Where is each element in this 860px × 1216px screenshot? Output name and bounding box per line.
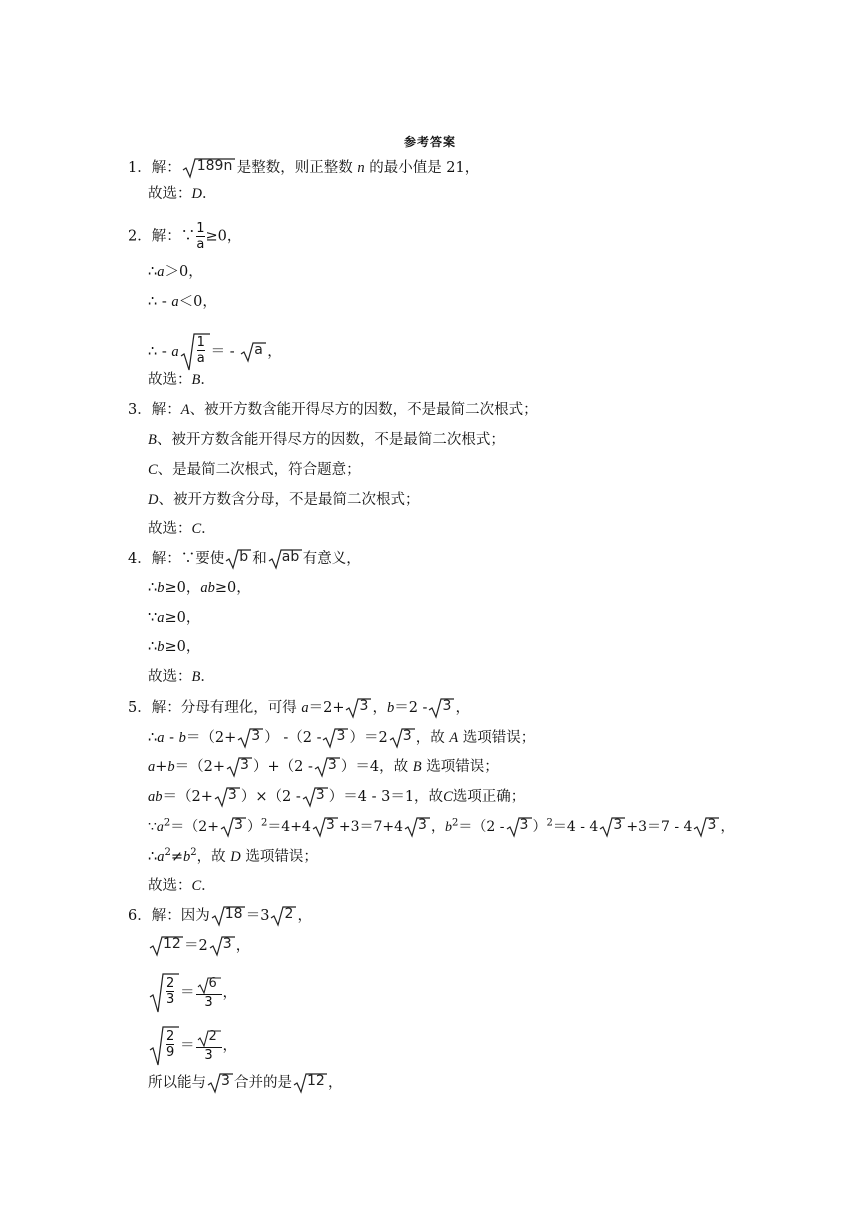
sqrt-189n	[182, 157, 236, 179]
sqrt-3	[237, 727, 263, 749]
q1-number: 1．	[128, 160, 152, 176]
radicand: ab	[281, 549, 300, 565]
answer-label: 故选：	[148, 878, 192, 894]
q3-line1	[128, 400, 538, 420]
q5-text: ，故	[415, 730, 445, 746]
var-a: a	[171, 344, 179, 360]
answer-label: 故选：	[148, 669, 192, 685]
period: ．	[200, 669, 215, 685]
q5-text: ）＝2	[349, 730, 388, 746]
q5-text: ＝2 -	[394, 700, 428, 716]
q1-text: 解：	[151, 160, 181, 176]
answer-choice: C	[191, 521, 202, 537]
q5-text: ＝2+	[308, 700, 345, 716]
q5-line5	[148, 816, 734, 836]
q5-line2	[148, 727, 535, 747]
radicand: 3	[325, 817, 335, 833]
var-b: b	[386, 700, 395, 716]
q5-text: ＝4 - 4	[552, 819, 599, 835]
superscript: 2	[452, 817, 459, 829]
var-b: b	[178, 730, 186, 746]
denominator: 3	[204, 1048, 213, 1063]
radicand: 3	[221, 1073, 230, 1089]
q4-text: ≥0，	[164, 580, 201, 596]
radicand: 3	[707, 817, 717, 833]
radicand: 3	[519, 817, 529, 833]
radicand: b	[239, 549, 249, 565]
radicand: 3	[418, 817, 427, 833]
q3-text: 、被开方数含能开得尽方的因数，不是最简二次根式；	[156, 432, 505, 448]
q5-text: ，	[372, 700, 387, 716]
q5-text: ＝（2+	[185, 730, 237, 746]
q4-line4	[148, 637, 200, 657]
not-equal: ≠	[170, 849, 184, 865]
sqrt-2	[270, 905, 296, 927]
equals: ＝	[180, 985, 195, 1001]
q3-text: 解：	[151, 402, 181, 418]
sqrt-3	[693, 816, 719, 838]
q5-line6	[148, 847, 318, 867]
sqrt-2	[197, 1029, 221, 1047]
sqrt-12	[293, 1072, 327, 1094]
q4-line2	[148, 578, 251, 598]
radicand: 12	[163, 936, 181, 952]
var-n: n	[357, 160, 365, 176]
q3-text: 、被开方数含分母，不是最简二次根式；	[158, 492, 420, 508]
q5-text: ）＝4 - 3＝1，故	[328, 789, 444, 805]
q6-text: ，	[222, 1038, 237, 1054]
q6-text: 解：因为	[151, 908, 210, 924]
q2-line5	[148, 370, 215, 390]
q3-text: 、被开方数含能开得尽方的因数，不是最简二次根式；	[189, 402, 538, 418]
therefore-sign: ∴	[148, 580, 158, 596]
q1-line1	[128, 157, 479, 177]
denominator: a	[196, 351, 205, 366]
var-b: b	[157, 580, 165, 596]
q5-line1	[128, 697, 470, 717]
q3-line2	[148, 430, 505, 450]
answer-choice: C	[191, 878, 202, 894]
numerator: 2	[166, 1029, 175, 1044]
q5-text: ）	[532, 819, 547, 835]
sqrt-12	[149, 935, 183, 957]
sqrt-3	[404, 816, 430, 838]
q6-text: ，	[235, 938, 251, 954]
q4-line5	[148, 667, 215, 687]
radicand: 3	[336, 728, 346, 744]
numerator: 2	[166, 976, 175, 991]
q2-text: ，	[267, 344, 282, 360]
var-b: b	[445, 820, 453, 835]
q5-text: ，	[720, 819, 735, 835]
q3-number: 3．	[128, 402, 152, 418]
answer-choice: B	[191, 669, 201, 685]
var-b: b	[157, 639, 165, 655]
radicand: 3	[613, 817, 623, 833]
numerator: 1	[196, 221, 205, 236]
q4-text: 有意义，	[302, 551, 361, 567]
period: ．	[201, 878, 216, 894]
q5-line4	[148, 786, 525, 806]
q2-line4	[148, 332, 282, 366]
answer-choice: B	[191, 372, 201, 388]
q5-text: ＝（2 -	[458, 819, 505, 835]
q5-line3	[148, 756, 499, 776]
superscript: 2	[190, 847, 197, 859]
sqrt-3	[428, 697, 454, 719]
q5-text: ）×（2 -	[240, 789, 301, 805]
sqrt-18	[211, 905, 245, 927]
inner-fraction	[166, 1029, 174, 1060]
q6-line2	[148, 935, 250, 955]
q1-text: 的最小值是 21，	[369, 160, 480, 176]
radicand: 3	[240, 757, 249, 773]
q6-text: ，	[297, 908, 312, 924]
q5-text: +3＝7 - 4	[626, 819, 693, 835]
q4-text: 和	[252, 551, 267, 567]
radicand: 3	[327, 757, 337, 773]
sqrt-3	[506, 816, 532, 838]
radicand: a	[254, 342, 263, 358]
q1-line2	[148, 184, 216, 204]
q5-text: 选项错误；	[462, 730, 536, 746]
because-sign: ∵	[148, 819, 157, 835]
var-a: a	[301, 700, 309, 716]
q5-text: ） -（2 -	[264, 730, 322, 746]
period: ．	[200, 372, 215, 388]
q6-number: 6．	[128, 908, 152, 924]
q4-text: 解：∵要使	[151, 551, 225, 567]
sqrt-3	[220, 816, 246, 838]
option-c: C	[443, 789, 453, 805]
q6-line5	[148, 1072, 343, 1092]
option-c: C	[148, 462, 158, 478]
q6-line1	[128, 905, 312, 925]
answer-label: 故选：	[148, 186, 192, 202]
page-title: 参考答案	[403, 135, 456, 149]
answer-label: 故选：	[148, 521, 192, 537]
q2-line1	[128, 221, 242, 252]
equals: ＝	[180, 1038, 195, 1054]
sqrt-ab	[268, 548, 302, 570]
var-b: b	[167, 759, 175, 775]
therefore-sign: ∴	[148, 264, 158, 280]
radicand: 2	[208, 1029, 217, 1044]
sqrt-3	[226, 756, 252, 778]
option-a: A	[180, 402, 190, 418]
q6-text: ＝3	[245, 908, 270, 924]
numerator: 1	[196, 335, 205, 350]
radicand: 3	[315, 787, 325, 803]
q5-text: ＝（2+	[170, 819, 219, 835]
superscript: 2	[163, 817, 171, 829]
therefore-sign: ∴	[148, 849, 158, 865]
radicand: 189n	[196, 158, 233, 174]
var-a: a	[157, 730, 165, 746]
sqrt-2-over-3	[149, 972, 179, 1014]
var-a: a	[157, 610, 165, 626]
q2-text: ＜0，	[178, 294, 217, 310]
q5-line7	[148, 876, 216, 896]
q5-text: ＝4+4	[267, 819, 311, 835]
therefore-sign: ∴	[148, 639, 158, 655]
option-a: A	[449, 730, 459, 746]
q5-text: ）+（2 -	[253, 759, 313, 775]
var-a: a	[157, 849, 165, 865]
option-d: D	[148, 492, 159, 508]
q4-line3	[148, 608, 200, 628]
var-a: a	[156, 820, 164, 835]
option-d: D	[230, 849, 241, 865]
var-ab: ab	[200, 580, 215, 596]
q5-text: +3＝7+4	[338, 819, 404, 835]
q3-line3	[148, 460, 361, 480]
therefore-sign: ∴ -	[148, 294, 167, 310]
radicand: 2	[284, 906, 294, 922]
q2-text: ＝ -	[210, 344, 235, 360]
q5-text: ＝（2+	[162, 789, 213, 805]
fraction-1-over-a	[196, 221, 204, 252]
q3-line4	[148, 490, 419, 510]
q6-line3	[148, 972, 237, 1010]
q6-text: 所以能与	[148, 1075, 206, 1091]
sqrt-3	[302, 786, 328, 808]
answer-choice: D	[191, 186, 202, 202]
var-a: a	[148, 759, 156, 775]
var-b: b	[183, 849, 191, 865]
denominator: 3	[166, 992, 175, 1007]
q1-text: 是整数，则正整数	[236, 160, 353, 176]
sqrt-a	[240, 341, 266, 363]
q2-line3	[148, 292, 217, 312]
radicand: 3	[227, 787, 237, 803]
minus: -	[164, 730, 179, 746]
q2-line2	[148, 262, 203, 282]
radicand: 3	[442, 698, 452, 714]
var-a: a	[171, 294, 179, 310]
radicand: 6	[208, 976, 217, 991]
radicand: 3	[251, 728, 261, 744]
denominator: a	[196, 237, 205, 252]
radicand: 3	[359, 698, 369, 714]
fraction-sqrt6-over-3	[196, 976, 222, 1010]
var-ab: ab	[148, 789, 163, 805]
sqrt-3	[322, 727, 348, 749]
answer-label: 故选：	[148, 372, 192, 388]
superscript: 2	[164, 847, 171, 859]
therefore-sign: ∴	[148, 730, 158, 746]
q6-text: ，	[222, 985, 237, 1001]
radicand: 3	[233, 817, 243, 833]
sqrt-3	[312, 816, 338, 838]
q2-number: 2．	[128, 228, 152, 245]
sqrt-3	[314, 756, 340, 778]
q4-line1	[128, 548, 361, 568]
therefore-sign: ∴ -	[148, 344, 167, 360]
because-sign: ∵	[148, 610, 158, 626]
q3-line5	[148, 519, 216, 539]
q4-text: ≥0，	[164, 639, 201, 655]
q6-line4	[148, 1025, 237, 1063]
q2-text: 解：∵	[151, 228, 196, 245]
q2-text: ＞0，	[164, 264, 203, 280]
period: ．	[201, 186, 217, 202]
radicand: 3	[402, 728, 412, 744]
q5-text: ）	[246, 819, 261, 835]
q3-text: 、是最简二次根式，符合题意；	[157, 462, 361, 478]
plus: +	[155, 759, 168, 775]
q5-number: 5．	[128, 700, 152, 716]
q5-text: ）＝4，故	[340, 759, 409, 775]
q5-text: 选项正确；	[452, 789, 526, 805]
option-b: B	[148, 432, 157, 448]
radicand: 12	[307, 1073, 325, 1089]
var-a: a	[157, 264, 165, 280]
sqrt-3	[214, 786, 240, 808]
sqrt-b	[225, 548, 251, 570]
sqrt-6	[197, 976, 221, 994]
superscript: 2	[546, 817, 553, 829]
fraction-sqrt2-over-3	[196, 1029, 222, 1063]
q6-text: ＝2	[184, 938, 208, 954]
q5-text: ，故	[196, 849, 226, 865]
period: ．	[201, 521, 216, 537]
inner-fraction	[166, 976, 174, 1007]
sqrt-2-over-9	[149, 1025, 179, 1067]
q6-text: 合并的是	[234, 1075, 292, 1091]
q5-text: ，	[455, 700, 470, 716]
sqrt-3	[207, 1072, 233, 1094]
sqrt-3	[389, 727, 415, 749]
q5-text: ＝（2+	[174, 759, 226, 775]
q5-text: 解：分母有理化，可得	[151, 700, 297, 716]
q2-text: ≥0，	[205, 228, 242, 245]
q4-number: 4．	[128, 551, 152, 567]
q4-text: ≥0，	[164, 610, 201, 626]
q5-text: 选项错误；	[426, 759, 499, 775]
q4-text: ≥0，	[214, 580, 251, 596]
sqrt-1-over-a	[180, 332, 210, 372]
radicand: 18	[224, 906, 243, 922]
radicand: 3	[222, 936, 232, 952]
sqrt-3	[209, 935, 235, 957]
denominator: 9	[166, 1045, 175, 1060]
superscript: 2	[260, 817, 268, 829]
sqrt-3	[345, 697, 371, 719]
denominator: 3	[204, 995, 213, 1010]
q5-text: 选项错误；	[245, 849, 318, 865]
inner-fraction	[197, 335, 205, 366]
q6-text: ，	[328, 1075, 343, 1091]
q5-text: ，	[431, 819, 446, 835]
sqrt-3	[599, 816, 625, 838]
option-b: B	[412, 759, 422, 775]
